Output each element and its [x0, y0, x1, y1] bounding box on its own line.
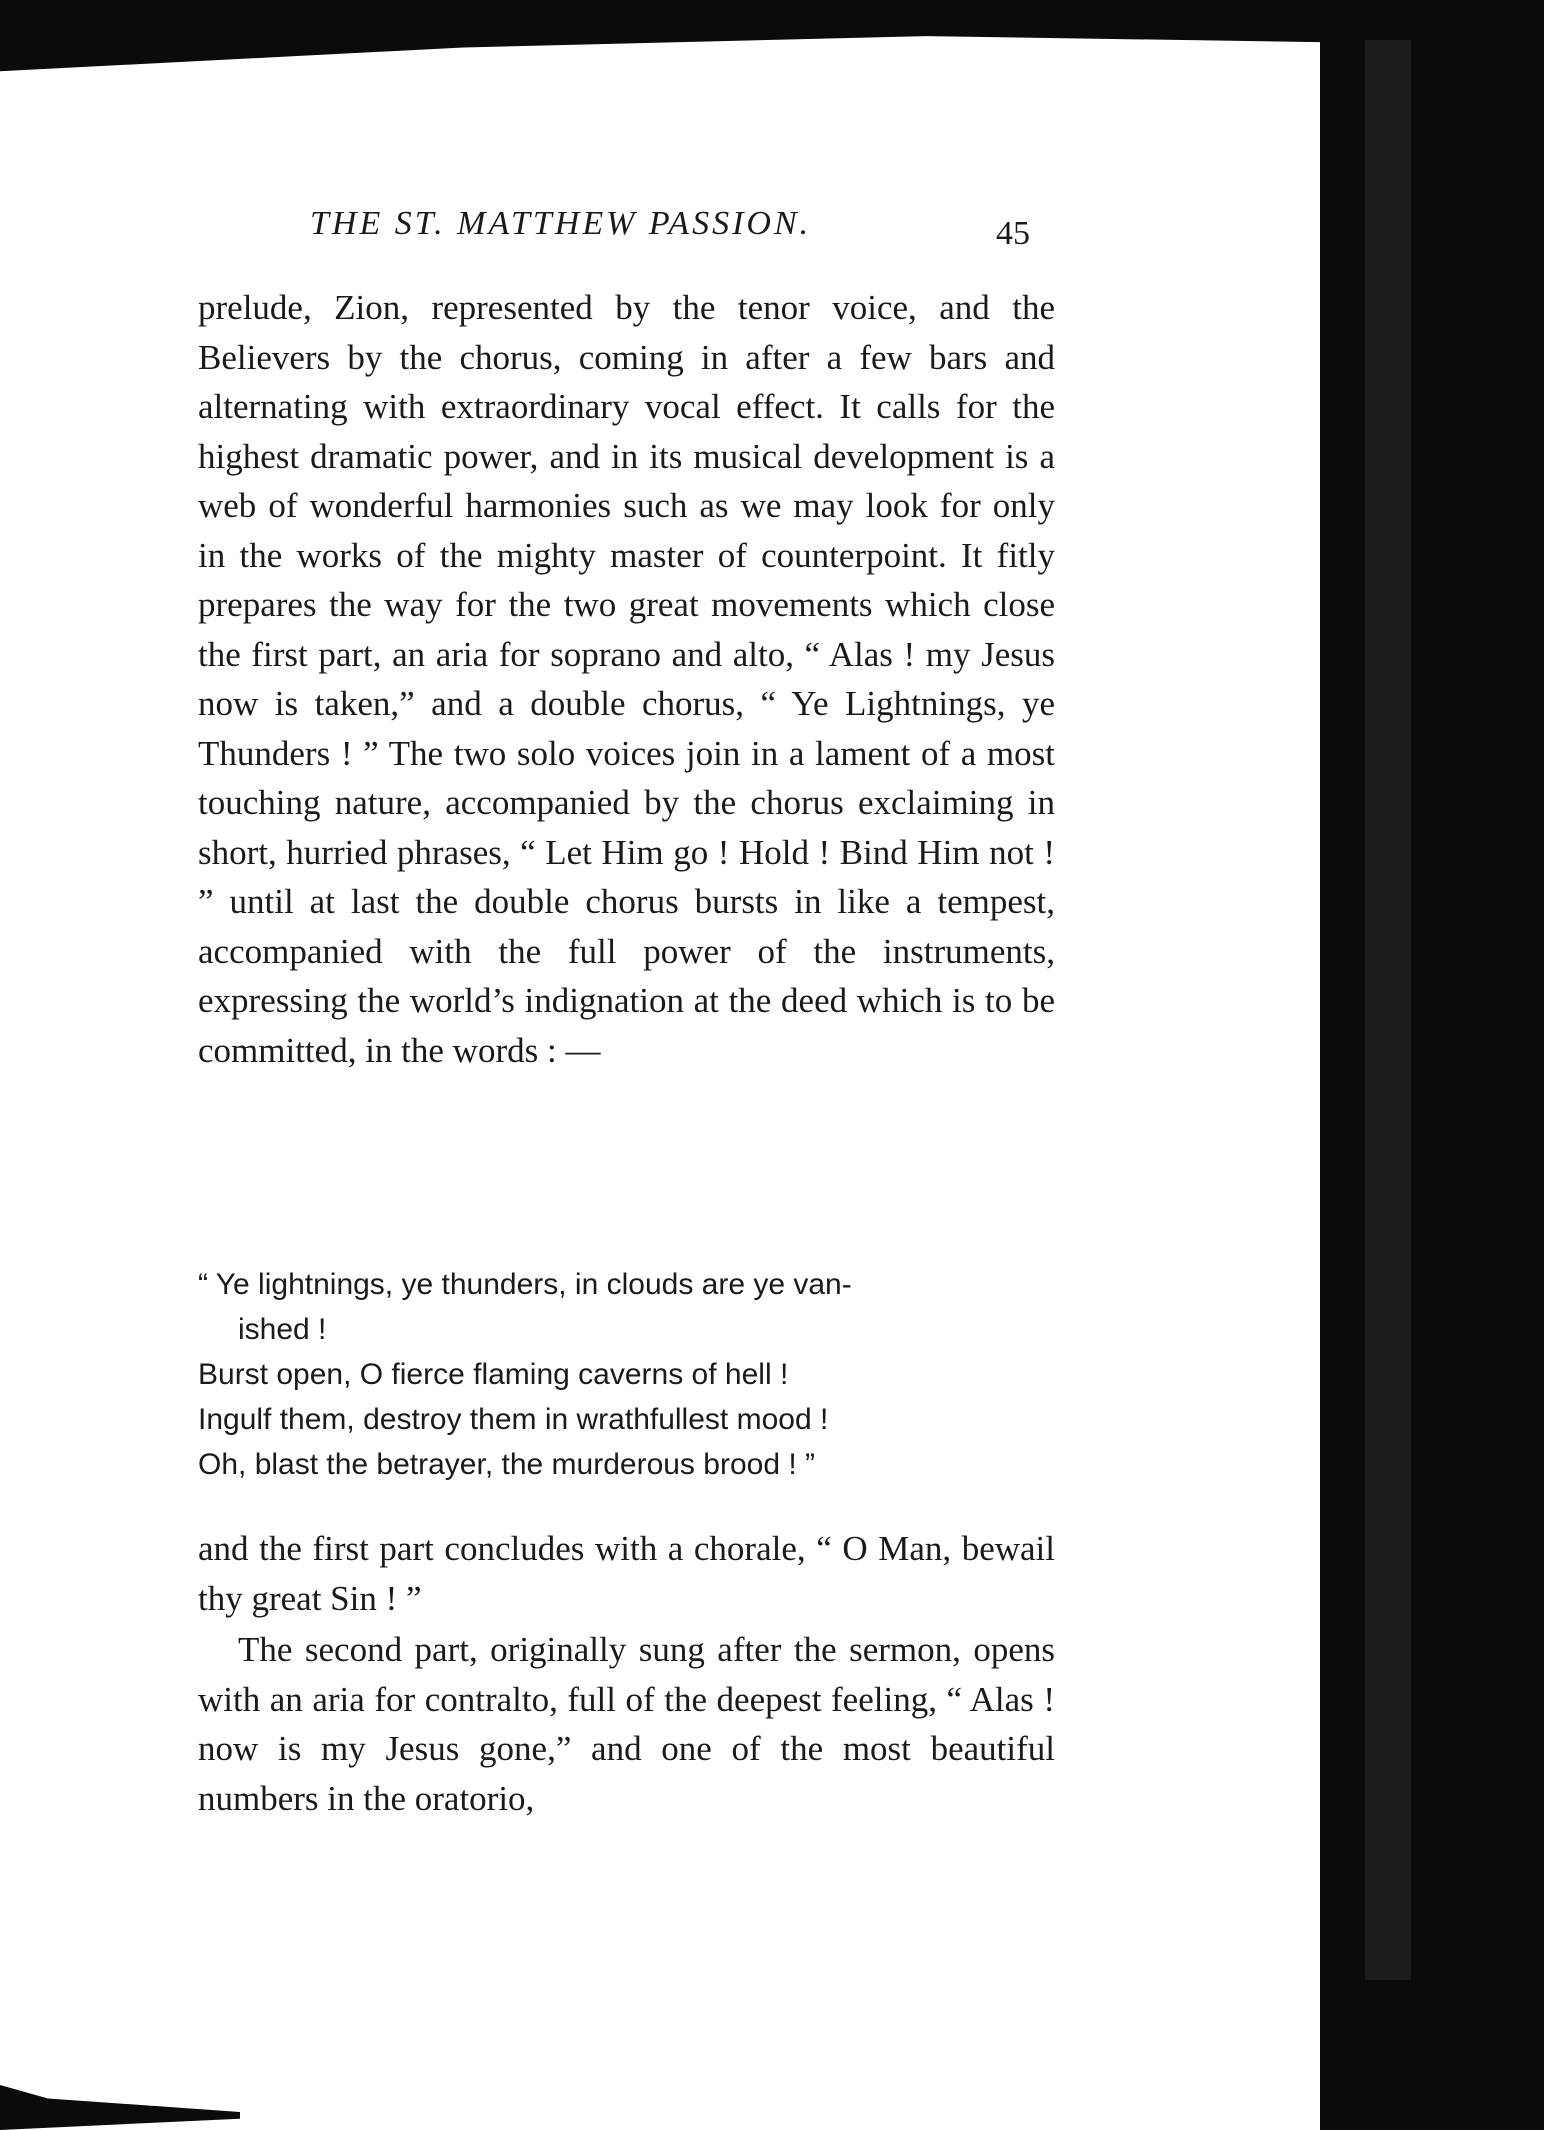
- running-head: THE ST. MATTHEW PASSION.: [310, 205, 812, 242]
- body-paragraph: and the first part concludes with a chorale, “ O Man, bewail thy great Sin ! ”: [198, 1529, 1055, 1618]
- verse-line: ished !: [238, 1313, 327, 1346]
- body-paragraph: The second part, originally sung after the sermon, opens with an aria for contralto, full of the deepest feeling, “ Alas ! now is my Jesus gone,” and one of the most beautiful numbers in the oratorio,: [198, 1630, 1055, 1818]
- verse-line: “ Ye lightnings, ye thunders, in clouds are ye van-: [198, 1268, 852, 1301]
- scan-edge-top: [0, 0, 1544, 95]
- verse-quotation: [198, 1262, 1055, 1487]
- verse-line: Oh, blast the betrayer, the murderous brood ! ”: [198, 1448, 815, 1481]
- verse-line: Ingulf them, destroy them in wrathfullest mood !: [198, 1403, 829, 1436]
- body-paragraph: prelude, Zion, represented by the tenor voice, and the Believers by the chorus, coming in after a few bars and alternating with extraordinary vocal effect. It calls for the highest dramatic power, and in its musical development is a web of wonderful harmonies such as we may look for only in the works of the mighty master of counterpoint. It fitly prepares the way for the two great movements which close the first part, an aria for soprano and alto, “ Alas ! my Jesus now is taken,” and a double chorus, “ Ye Lightnings, ye Thunders ! ” The two solo voices join in a lament of a most touching nature, accompanied by the chorus exclaiming in short, hurried phrases, “ Let Him go ! Hold ! Bind Him not ! ” until at last the double chorus bursts in like a tempest, accompanied with the full power of the instruments, expressing the world’s indignation at the deed which is to be committed, in the words : —: [198, 288, 1055, 1070]
- scan-edge-right: [1320, 0, 1544, 2130]
- scan-edge-bottom: [0, 2085, 240, 2130]
- page-number: 45: [996, 215, 1030, 252]
- scan-edge-right-inner: [1365, 40, 1411, 1980]
- verse-line: Burst open, O fierce flaming caverns of hell !: [198, 1358, 789, 1391]
